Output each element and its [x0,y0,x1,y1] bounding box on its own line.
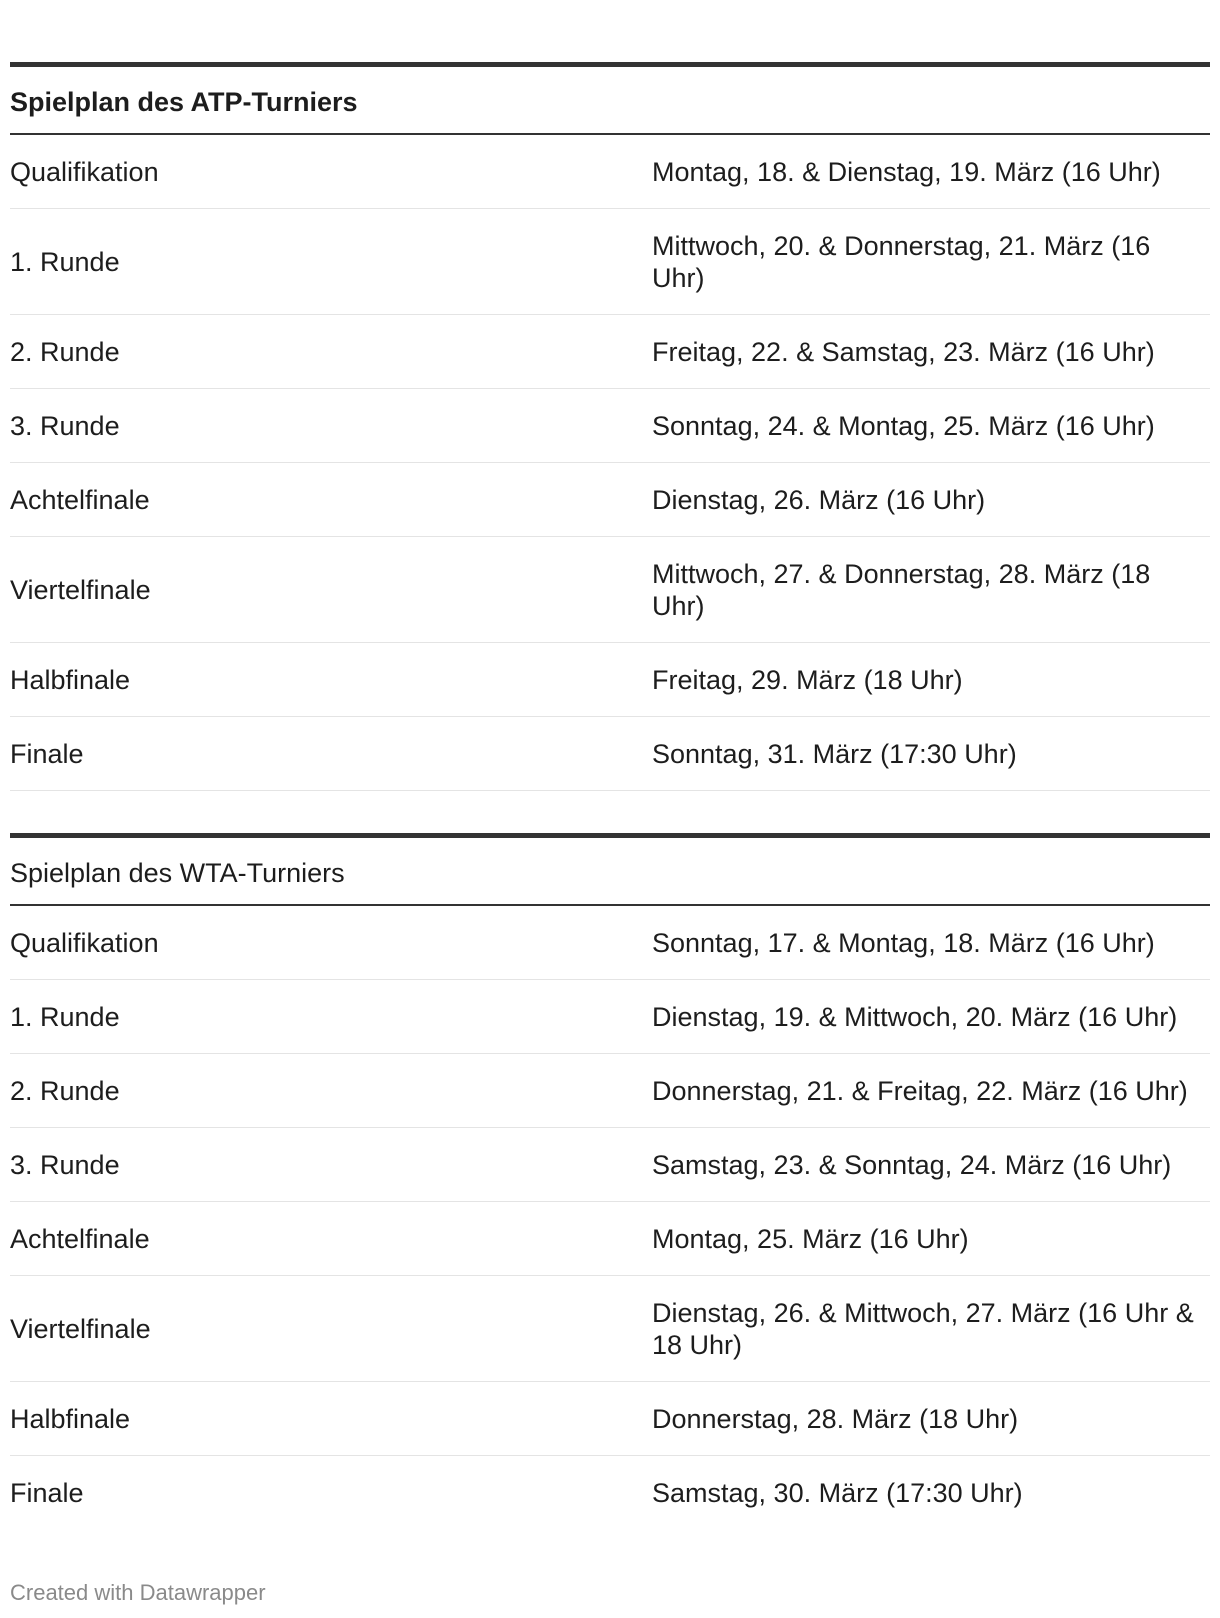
date-cell: Samstag, 30. März (17:30 Uhr) [652,1478,1023,1508]
table-row [10,315,1210,389]
table-row [10,1202,1210,1276]
date-cell: Montag, 25. März (16 Uhr) [652,1223,969,1254]
date-cell: Freitag, 22. & Samstag, 23. März (16 Uhr) [652,336,1155,367]
wta-table-title: Spielplan des WTA-Turniers [10,838,1210,906]
date-cell: Dienstag, 26. März (16 Uhr) [652,484,986,515]
round-cell: Achtelfinale [10,484,150,515]
date-cell: Dienstag, 26. & Mittwoch, 27. März (16 Uhr & 18 Uhr) [652,1297,1194,1360]
table-row [10,1128,1210,1202]
round-cell: Viertelfinale [10,1313,151,1344]
table-row [10,643,1210,717]
round-cell: Viertelfinale [10,574,151,605]
round-cell: 3. Runde [10,410,120,441]
table-row [10,537,1210,643]
datawrapper-credit-link[interactable]: Created with Datawrapper [10,1580,266,1605]
table-row [10,1054,1210,1128]
table-row [10,906,1210,980]
round-cell: Achtelfinale [10,1223,150,1254]
table-row [10,1382,1210,1456]
date-cell: Sonntag, 31. März (17:30 Uhr) [652,738,1017,769]
table-row [10,1276,1210,1382]
round-cell: Qualifikation [10,927,159,958]
round-cell: Finale [10,1478,84,1508]
round-cell: Halbfinale [10,664,131,695]
table-row [10,463,1210,537]
round-cell: 2. Runde [10,336,120,367]
round-cell: 2. Runde [10,1075,120,1106]
date-cell: Freitag, 29. März (18 Uhr) [652,664,963,695]
round-cell: Halbfinale [10,1403,131,1434]
table-row [10,389,1210,463]
table-row [10,209,1210,315]
table-row [10,135,1210,209]
date-cell: Sonntag, 17. & Montag, 18. März (16 Uhr) [652,927,1155,958]
round-cell: 3. Runde [10,1149,120,1180]
atp-schedule-table [10,62,1210,791]
date-cell: Sonntag, 24. & Montag, 25. März (16 Uhr) [652,410,1155,441]
date-cell: Mittwoch, 27. & Donnerstag, 28. März (18 Uhr) [652,558,1151,621]
wta-schedule-table [10,833,1210,1530]
round-cell: 1. Runde [10,1001,120,1032]
round-cell: Finale [10,738,84,769]
round-cell: 1. Runde [10,246,120,277]
date-cell: Donnerstag, 21. & Freitag, 22. März (16 Uhr) [652,1075,1188,1106]
date-cell: Dienstag, 19. & Mittwoch, 20. März (16 Uhr) [652,1001,1178,1032]
date-cell: Montag, 18. & Dienstag, 19. März (16 Uhr) [652,156,1161,187]
round-cell: Qualifikation [10,156,159,187]
page-content [10,0,1210,1530]
table-row [10,1456,1210,1530]
date-cell: Mittwoch, 20. & Donnerstag, 21. März (16 Uhr) [652,230,1151,293]
date-cell: Samstag, 23. & Sonntag, 24. März (16 Uhr) [652,1149,1172,1180]
date-cell: Donnerstag, 28. März (18 Uhr) [652,1403,1019,1434]
table-row [10,717,1210,791]
table-row [10,980,1210,1054]
atp-table-title: Spielplan des ATP-Turniers [10,67,1210,135]
